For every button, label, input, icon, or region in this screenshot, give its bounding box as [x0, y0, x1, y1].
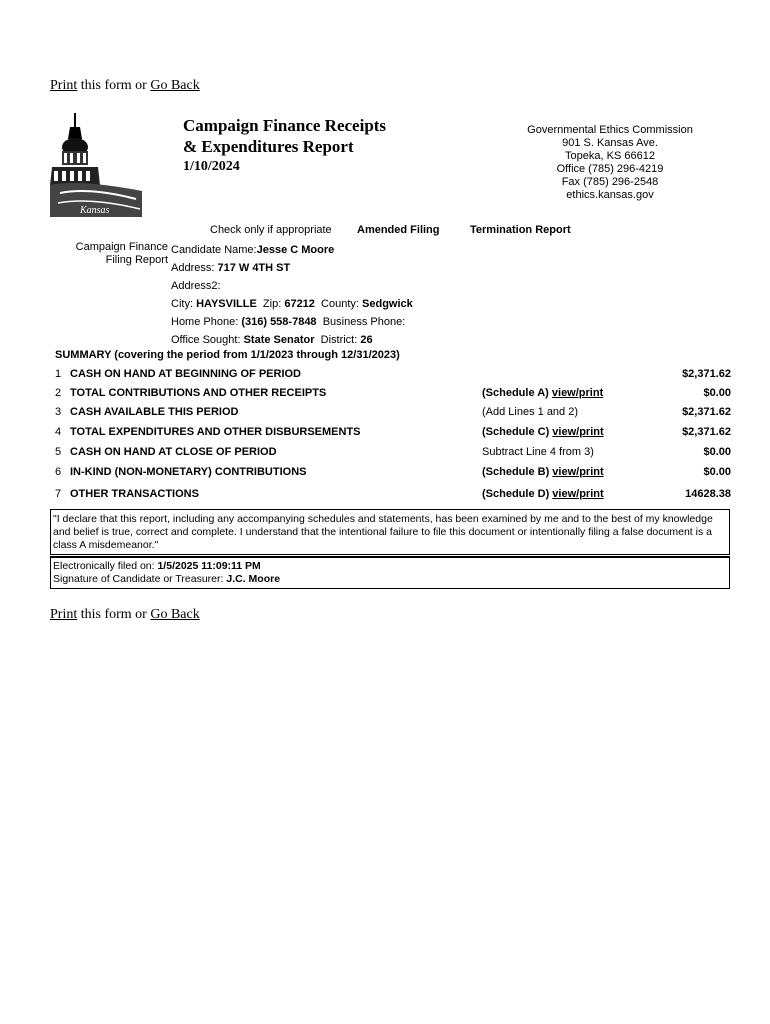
summary-row: 6 IN-KIND (NON-MONETARY) CONTRIBUTIONS (Schedule B) view/print $0.00 — [55, 466, 731, 478]
report-title-line2: & Expenditures Report — [183, 137, 354, 156]
candidate-name: Jesse C Moore — [256, 244, 335, 256]
declaration-statement: "I declare that this report, including any accompanying schedules and statements, has been examined by me and to the best of my knowledge and belief is true, correct and complete. I understand that the intentional failure to file this document or intentionally filing a false document is a class A misdemeanor." — [50, 509, 730, 555]
check-instructions: Check only if appropriate — [210, 224, 332, 236]
report-title-block — [183, 115, 386, 175]
report-title-line1: Campaign Finance Receipts — [183, 116, 387, 135]
candidate-office-row: Office Sought: State Senator District: 26 — [171, 334, 373, 346]
nav-text: this form or — [77, 607, 151, 622]
amended-filing-option: Amended Filing — [357, 224, 440, 236]
summary-amount: $2,371.62 — [682, 406, 731, 418]
schedule-a-view-print-link[interactable]: view/print — [551, 387, 604, 399]
candidate-office: State Senator — [243, 334, 315, 346]
filed-on-value: 1/5/2025 11:09:11 PM — [157, 560, 261, 572]
kansas-capitol-logo — [50, 113, 142, 217]
print-link[interactable]: Print — [50, 78, 78, 93]
candidate-home-phone: (316) 558-7848 — [241, 316, 317, 328]
commission-website: ethics.kansas.gov — [566, 189, 654, 201]
commission-street: 901 S. Kansas Ave. — [562, 137, 658, 149]
print-link[interactable]: Print — [50, 607, 78, 622]
candidate-info — [171, 241, 413, 349]
summary-amount: $0.00 — [703, 387, 731, 399]
summary-heading: SUMMARY (covering the period from 1/1/2023 through 12/31/2023) — [55, 349, 400, 361]
summary-row: 7 OTHER TRANSACTIONS (Schedule D) view/print 14628.38 — [55, 488, 731, 500]
candidate-address: 717 W 4TH ST — [217, 262, 291, 274]
report-type-label — [60, 241, 168, 267]
summary-row: 5 CASH ON HAND AT CLOSE OF PERIOD Subtract Line 4 from 3) $0.00 — [55, 446, 731, 458]
report-type-line1: Campaign Finance — [75, 241, 168, 253]
go-back-link[interactable]: Go Back — [150, 607, 200, 622]
commission-name: Governmental Ethics Commission — [527, 124, 693, 136]
commission-office-phone: Office (785) 296-4219 — [556, 163, 664, 175]
commission-fax: Fax (785) 296-2548 — [561, 176, 659, 188]
candidate-county: Sedgwick — [362, 298, 413, 310]
candidate-phone-row: Home Phone: (316) 558-7848 Business Phone: — [171, 316, 406, 328]
summary-amount: $2,371.62 — [682, 426, 731, 438]
schedule-d-view-print-link[interactable]: view/print — [552, 488, 604, 500]
go-back-link[interactable]: Go Back — [150, 78, 200, 93]
svg-text:Kansas: Kansas — [80, 205, 110, 216]
top-nav — [50, 78, 200, 94]
signature-block — [50, 556, 730, 589]
candidate-city: HAYSVILLE — [196, 298, 257, 310]
report-date: 1/10/2024 — [183, 159, 240, 174]
schedule-b-view-print-link[interactable]: view/print — [552, 466, 604, 478]
report-type-line2: Filing Report — [105, 254, 168, 266]
candidate-address2-row: Address2: — [171, 280, 221, 292]
candidate-address-row: Address: 717 W 4TH ST — [171, 262, 291, 274]
schedule-c-view-print-link[interactable]: view/print — [552, 426, 604, 438]
candidate-district: 26 — [360, 334, 373, 346]
summary-amount: $2,371.62 — [682, 368, 731, 380]
nav-text: this form or — [77, 78, 151, 93]
bottom-nav — [50, 607, 200, 623]
summary-amount: 14628.38 — [685, 488, 731, 500]
commission-city: Topeka, KS 66612 — [565, 150, 655, 162]
candidate-city-row: City: HAYSVILLE Zip: 67212 County: Sedgwick — [171, 298, 413, 310]
commission-address — [490, 124, 730, 202]
signature-row: Signature of Candidate or Treasurer: J.C. Moore — [53, 573, 281, 585]
signature-value: J.C. Moore — [226, 573, 281, 585]
candidate-name-row: Candidate Name:Jesse C Moore — [171, 244, 335, 256]
candidate-zip: 67212 — [284, 298, 315, 310]
summary-amount: $0.00 — [703, 466, 731, 478]
filed-on-row: Electronically filed on: 1/5/2025 11:09:11 PM — [53, 560, 261, 572]
summary-amount: $0.00 — [703, 446, 731, 458]
summary-row: 4 TOTAL EXPENDITURES AND OTHER DISBURSEMENTS (Schedule C) view/print $2,371.62 — [55, 426, 731, 438]
summary-row: 1 CASH ON HAND AT BEGINNING OF PERIOD $2,371.62 — [55, 368, 731, 380]
termination-report-option: Termination Report — [470, 224, 571, 236]
summary-row: 3 CASH AVAILABLE THIS PERIOD (Add Lines 1 and 2) $2,371.62 — [55, 406, 731, 418]
summary-row: 2 TOTAL CONTRIBUTIONS AND OTHER RECEIPTS (Schedule A) view/print $0.00 — [55, 387, 731, 399]
